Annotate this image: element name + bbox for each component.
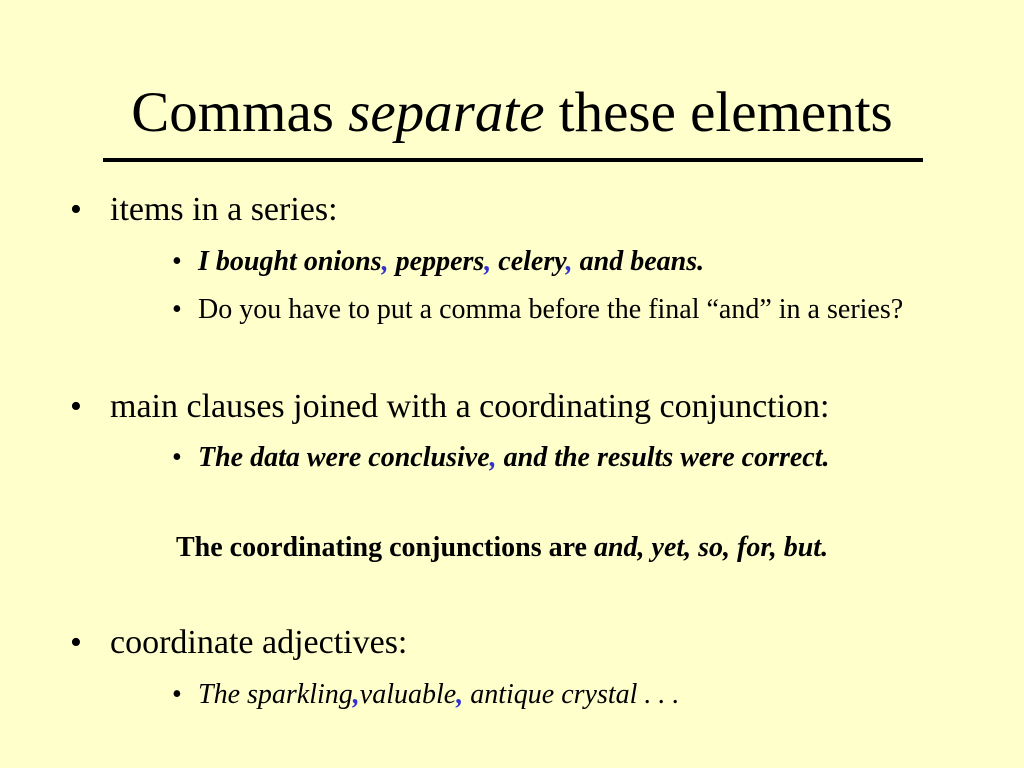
example-sentence	[172, 675, 942, 715]
bullet-icon: •	[70, 191, 82, 228]
title-underline	[103, 158, 923, 162]
sub-bullet-example-clauses	[172, 438, 942, 478]
example-segment: celery	[491, 246, 566, 277]
example-segment: and beans.	[572, 246, 705, 277]
title-text-1: Commas	[131, 81, 349, 144]
bullet-icon: •	[172, 294, 182, 325]
bullet-icon: •	[172, 442, 182, 473]
bullet-icon: •	[70, 624, 82, 661]
slide-title	[0, 78, 1024, 148]
example-segment: The sparkling	[198, 679, 353, 710]
highlighted-comma: ,	[352, 679, 360, 710]
example-segment: and the results were correct.	[496, 442, 830, 473]
sub-bullet-question	[172, 290, 942, 330]
highlighted-comma: ,	[484, 246, 492, 277]
question-text: Do you have to put a comma before the final “and” in a series?	[198, 294, 904, 325]
example-segment: The data were conclusive	[198, 442, 490, 473]
sub-bullet-example-series	[172, 242, 942, 282]
note-lead: The coordinating conjunctions are	[176, 532, 594, 563]
example-segment: antique crystal . . .	[463, 679, 680, 710]
example-sentence	[172, 242, 942, 282]
highlighted-comma: ,	[381, 246, 389, 277]
bullet-text: items in a series:	[110, 191, 338, 228]
title-text-2: these elements	[544, 81, 893, 144]
example-segment: I bought onions	[198, 246, 382, 277]
example-segment: valuable	[359, 679, 457, 710]
bullet-icon: •	[172, 246, 182, 277]
example-sentence	[172, 438, 942, 478]
title-emphasis: separate	[348, 81, 545, 144]
highlighted-comma: ,	[565, 246, 573, 277]
bullet-text: coordinate adjectives:	[110, 624, 408, 661]
bullet-text: main clauses joined with a coordinating conjunction:	[110, 388, 830, 425]
highlighted-comma: ,	[456, 679, 464, 710]
highlighted-comma: ,	[489, 442, 497, 473]
note-conjunction-list: and, yet, so, for, but.	[593, 532, 829, 563]
sub-bullet-example-adjectives	[172, 675, 942, 715]
conjunctions-note	[176, 528, 968, 568]
example-segment: peppers	[388, 246, 485, 277]
bullet-icon: •	[172, 679, 182, 710]
bullet-icon: •	[70, 388, 82, 425]
